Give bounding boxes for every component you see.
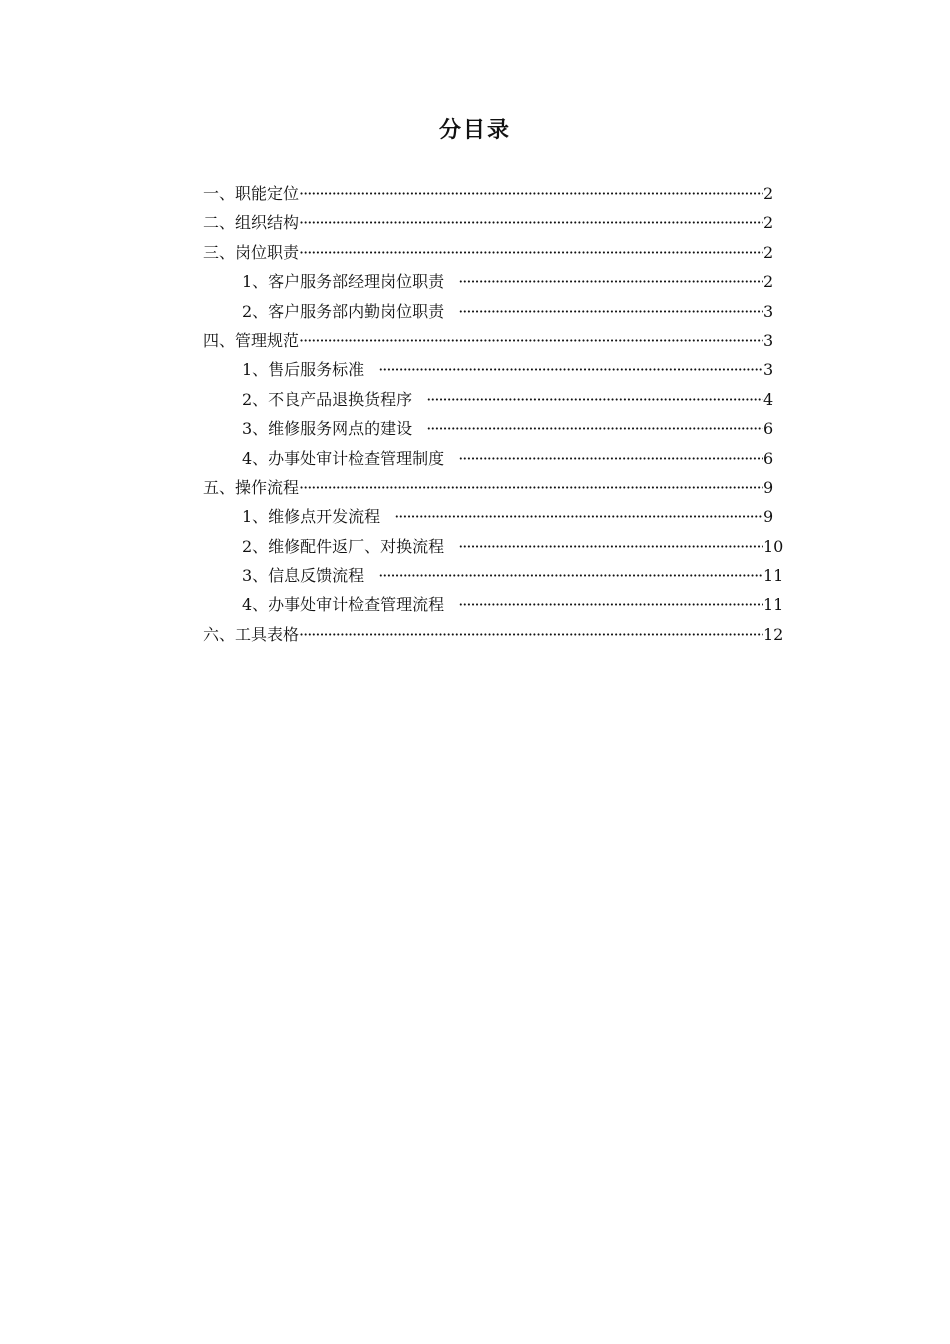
toc-entry-page-number: 6 — [763, 448, 774, 468]
dot-leader — [458, 267, 763, 296]
toc-entry-page-number: 3 — [763, 330, 774, 350]
toc-entry-page-number: 2 — [763, 184, 774, 203]
dot-leader — [458, 297, 763, 326]
toc-entry-label: 1、售后服务标准 — [242, 360, 365, 380]
toc-entry-page-number: 3 — [763, 360, 774, 380]
toc-entry-page-number: 4 — [763, 389, 774, 409]
toc-subentry[interactable] — [203, 532, 783, 561]
toc-entry-label: 3、信息反馈流程 — [242, 566, 365, 586]
toc-entry-label: 三、岗位职责 — [203, 242, 300, 262]
toc-entry-label: 六、工具表格 — [203, 624, 300, 644]
toc-subentry[interactable] — [203, 355, 783, 384]
toc-entry-label: 2、客户服务部内勤岗位职责 — [242, 301, 445, 321]
dot-leader — [299, 179, 763, 208]
toc-entry[interactable] — [203, 326, 783, 355]
dot-leader — [299, 238, 763, 267]
dot-leader — [299, 473, 763, 502]
dot-leader — [299, 208, 763, 237]
dot-leader — [426, 385, 763, 414]
toc-entry[interactable] — [203, 473, 783, 502]
toc-entry-page-number: 9 — [763, 507, 774, 527]
toc-entry-label: 2、不良产品退换货程序 — [242, 389, 413, 409]
toc-entry-page-number: 12 — [763, 624, 784, 644]
toc-entry[interactable] — [203, 238, 783, 267]
dot-leader — [426, 414, 763, 443]
toc-entry-label: 3、维修服务网点的建设 — [242, 419, 413, 439]
toc-entry-page-number: 10 — [763, 536, 784, 556]
dot-leader — [458, 444, 763, 473]
toc-subentry[interactable] — [203, 385, 783, 414]
toc-entry-page-number: 11 — [763, 566, 784, 586]
toc-subentry[interactable] — [203, 444, 783, 473]
dot-leader — [378, 561, 763, 590]
dot-leader — [458, 532, 763, 561]
dot-leader — [458, 590, 763, 619]
table-of-contents — [203, 179, 783, 649]
toc-subentry[interactable] — [203, 590, 783, 619]
dot-leader — [299, 326, 763, 355]
toc-entry-page-number: 3 — [763, 301, 774, 321]
toc-entry-page-number: 2 — [763, 242, 774, 262]
dot-leader — [394, 502, 763, 531]
toc-entry-page-number: 9 — [763, 477, 774, 497]
toc-entry-page-number: 11 — [763, 595, 784, 615]
toc-entry-label: 1、维修点开发流程 — [242, 507, 381, 527]
toc-entry-label: 四、管理规范 — [203, 330, 300, 350]
toc-entry-label: 4、办事处审计检查管理制度 — [242, 448, 445, 468]
toc-entry[interactable] — [203, 179, 783, 208]
page-title: 分目录 — [438, 118, 511, 143]
toc-entry[interactable] — [203, 620, 783, 649]
toc-entry-label: 1、客户服务部经理岗位职责 — [242, 272, 445, 292]
toc-entry-label: 五、操作流程 — [203, 477, 300, 497]
toc-entry[interactable] — [203, 208, 783, 237]
dot-leader — [378, 355, 763, 384]
toc-entry-label: 4、办事处审计检查管理流程 — [242, 595, 445, 615]
toc-entry-page-number: 6 — [763, 419, 774, 439]
toc-subentry[interactable] — [203, 297, 783, 326]
toc-entry-label: 二、组织结构 — [203, 213, 300, 233]
toc-subentry[interactable] — [203, 267, 783, 296]
toc-subentry[interactable] — [203, 414, 783, 443]
toc-entry-page-number: 2 — [763, 272, 774, 292]
toc-entry-page-number: 2 — [763, 213, 774, 233]
toc-subentry[interactable] — [203, 561, 783, 590]
toc-subentry[interactable] — [203, 502, 783, 531]
toc-entry-label: 2、维修配件返厂、对换流程 — [242, 536, 445, 556]
dot-leader — [299, 620, 763, 649]
toc-entry-label: 一、职能定位 — [203, 184, 300, 203]
